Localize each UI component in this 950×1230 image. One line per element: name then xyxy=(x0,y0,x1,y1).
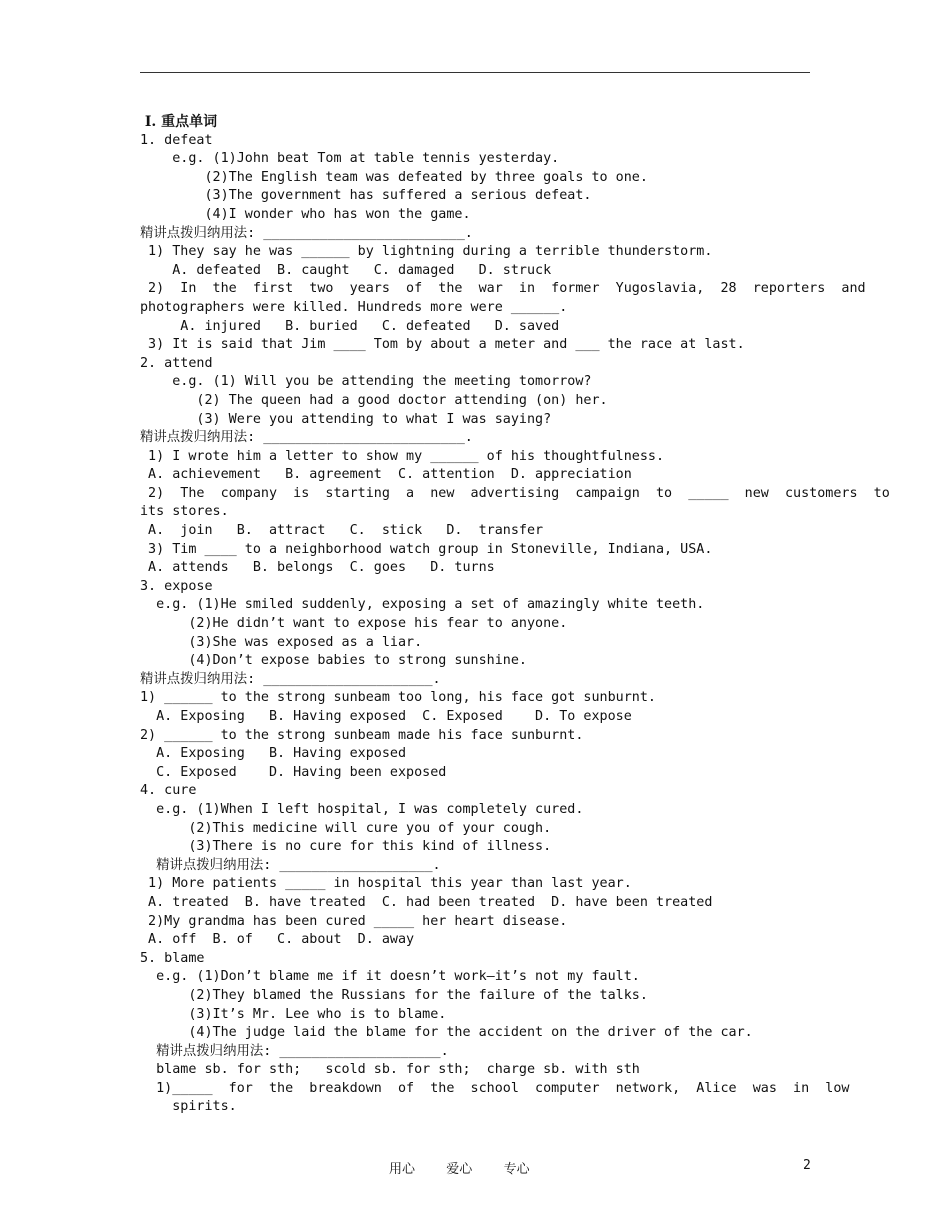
text-line: A. attends B. belongs C. goes D. turns xyxy=(140,560,495,576)
text-line: e.g. (1)When I left hospital, I was completely cured. xyxy=(140,801,584,817)
text-line: C. Exposed D. Having been exposed xyxy=(140,764,447,780)
text-line: 1. defeat xyxy=(140,132,213,148)
text-line: A. treated B. have treated C. had been treated D. have been treated xyxy=(140,894,713,910)
text-line: 精讲点拨归纳用法: ___________________. xyxy=(140,857,441,873)
text-line: e.g. (1)John beat Tom at table tennis yesterday. xyxy=(140,151,560,167)
footer-motto: 用心 爱心 专心 xyxy=(389,1162,530,1177)
text-line: 精讲点拨归纳用法: ____________________. xyxy=(140,1043,449,1059)
text-line: (3)There is no cure for this kind of illness. xyxy=(140,839,552,855)
text-line: 2)My grandma has been cured _____ her heart disease. xyxy=(140,913,568,929)
text-line: 3) Tim ____ to a neighborhood watch group in Stoneville, Indiana, USA. xyxy=(140,541,713,557)
text-line: A. off B. of C. about D. away xyxy=(140,932,415,948)
text-line: its stores. xyxy=(140,504,229,520)
text-line: (4)I wonder who has won the game. xyxy=(140,206,471,222)
text-line: 精讲点拨归纳用法: _____________________. xyxy=(140,671,441,687)
text-line: 3) It is said that Jim ____ Tom by about a meter and ___ the race at last. xyxy=(140,337,745,353)
text-line: e.g. (1)He smiled suddenly, exposing a set of amazingly white teeth. xyxy=(140,597,705,613)
text-line: 2) The company is starting a new advertising campaign to _____ new customers to xyxy=(140,485,890,501)
text-line: e.g. (1)Don’t blame me if it doesn’t work—it’s not my fault. xyxy=(140,969,640,985)
text-line: 精讲点拨归纳用法: _________________________. xyxy=(140,225,473,241)
text-line: (4)The judge laid the blame for the accident on the driver of the car. xyxy=(140,1025,753,1041)
text-line: (3)It’s Mr. Lee who is to blame. xyxy=(140,1006,447,1022)
page-number: 2 xyxy=(803,1158,811,1173)
text-line: (2)He didn’t want to expose his fear to anyone. xyxy=(140,616,568,632)
text-line: 1) More patients _____ in hospital this year than last year. xyxy=(140,876,632,892)
section-heading: Ⅰ. 重点单词 xyxy=(140,114,218,130)
text-line: A. injured B. buried C. defeated D. saved xyxy=(140,318,560,334)
text-line: A. achievement B. agreement C. attention D. appreciation xyxy=(140,467,632,483)
text-line: 3. expose xyxy=(140,578,213,594)
text-line: (3)The government has suffered a serious defeat. xyxy=(140,188,592,204)
header-rule xyxy=(140,72,810,73)
text-line: (4)Don’t expose babies to strong sunshine. xyxy=(140,653,527,669)
text-line: 4. cure xyxy=(140,783,197,799)
text-line: 2. attend xyxy=(140,355,213,371)
text-line: 2) In the first two years of the war in former Yugoslavia, 28 reporters and xyxy=(140,281,866,297)
text-line: 精讲点拨归纳用法: _________________________. xyxy=(140,430,473,446)
text-line: e.g. (1) Will you be attending the meeting tomorrow? xyxy=(140,374,592,390)
text-line: 1) ______ to the strong sunbeam too long, his face got sunburnt. xyxy=(140,690,656,706)
text-line: 1)_____ for the breakdown of the school computer network, Alice was in low xyxy=(140,1080,850,1096)
text-line: (2)The English team was defeated by three goals to one. xyxy=(140,169,648,185)
text-line: 2) ______ to the strong sunbeam made his face sunburnt. xyxy=(140,727,584,743)
text-line: blame sb. for sth; scold sb. for sth; charge sb. with sth xyxy=(140,1062,640,1078)
text-line: A. Exposing B. Having exposed C. Exposed D. To expose xyxy=(140,709,632,724)
text-line: 5. blame xyxy=(140,950,205,966)
text-line: (2)They blamed the Russians for the failure of the talks. xyxy=(140,987,648,1003)
text-line: 1) They say he was ______ by lightning during a terrible thunderstorm. xyxy=(140,244,713,260)
text-line: A. join B. attract C. stick D. transfer xyxy=(140,523,544,539)
text-line: A. defeated B. caught C. damaged D. struck xyxy=(140,262,552,278)
text-line: (3) Were you attending to what I was saying? xyxy=(140,411,552,427)
text-line: A. Exposing B. Having exposed xyxy=(140,746,407,762)
document-body xyxy=(140,113,890,1117)
text-line: (2)This medicine will cure you of your cough. xyxy=(140,820,552,836)
text-line: 1) I wrote him a letter to show my ______ of his thoughtfulness. xyxy=(140,448,665,464)
text-line: (2) The queen had a good doctor attending (on) her. xyxy=(140,392,608,408)
text-line: photographers were killed. Hundreds more were ______. xyxy=(140,299,568,315)
text-line: (3)She was exposed as a liar. xyxy=(140,634,423,650)
text-line: spirits. xyxy=(140,1099,237,1115)
